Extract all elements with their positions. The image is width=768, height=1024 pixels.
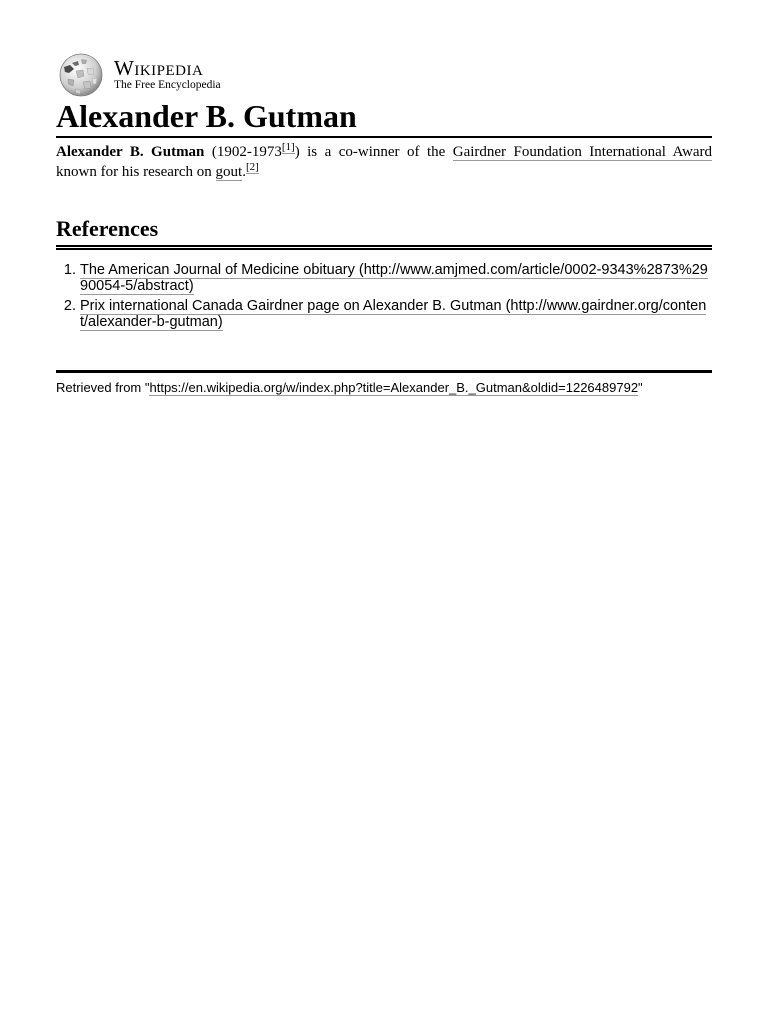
reference-item <box>80 298 712 330</box>
retrieved-from-link[interactable]: https://en.wikipedia.org/w/index.php?title=Alexander_B._Gutman&oldid=1226489792 <box>149 380 639 395</box>
gout-link[interactable]: gout <box>215 164 243 180</box>
citation-1-link[interactable]: [1] <box>281 141 295 153</box>
gairdner-award-link[interactable]: Gairdner Foundation International Award <box>452 144 712 160</box>
lead-text-1: ) is a co-winner of the <box>294 144 453 160</box>
footer-suffix: " <box>638 380 643 395</box>
lead-paragraph <box>56 142 712 182</box>
wikipedia-logo[interactable] <box>56 52 712 98</box>
wikipedia-globe-icon <box>56 53 106 97</box>
lead-dates: (1902-1973 <box>204 144 282 160</box>
lead-text-2: known for his research on <box>56 164 216 180</box>
reference-link-1[interactable]: The American Journal of Medicine obituary (http://www.amjmed.com/article/0002-9343%2873%2990054-5/abstract) <box>80 262 708 294</box>
wordmark-tagline: The Free Encyclopedia <box>114 79 221 91</box>
citation-1 <box>282 141 295 154</box>
citation-2 <box>246 161 259 174</box>
lead-period: . <box>242 164 246 180</box>
wikipedia-wordmark <box>114 58 221 92</box>
references-list <box>56 262 712 330</box>
page-content <box>56 52 712 396</box>
reference-item <box>80 262 712 294</box>
reference-link-2[interactable]: Prix international Canada Gairdner page on Alexander B. Gutman (http://www.gairdner.org/content/alexander-b-gutman) <box>80 298 707 330</box>
references-heading: References <box>56 216 712 250</box>
retrieved-from-footer <box>56 370 712 396</box>
footer-prefix: Retrieved from " <box>56 380 150 395</box>
wordmark-title: Wikipedia <box>114 56 204 80</box>
page-title: Alexander B. Gutman <box>56 98 712 138</box>
lead-subject: Alexander B. Gutman <box>56 144 205 160</box>
citation-2-link[interactable]: [2] <box>245 161 259 173</box>
